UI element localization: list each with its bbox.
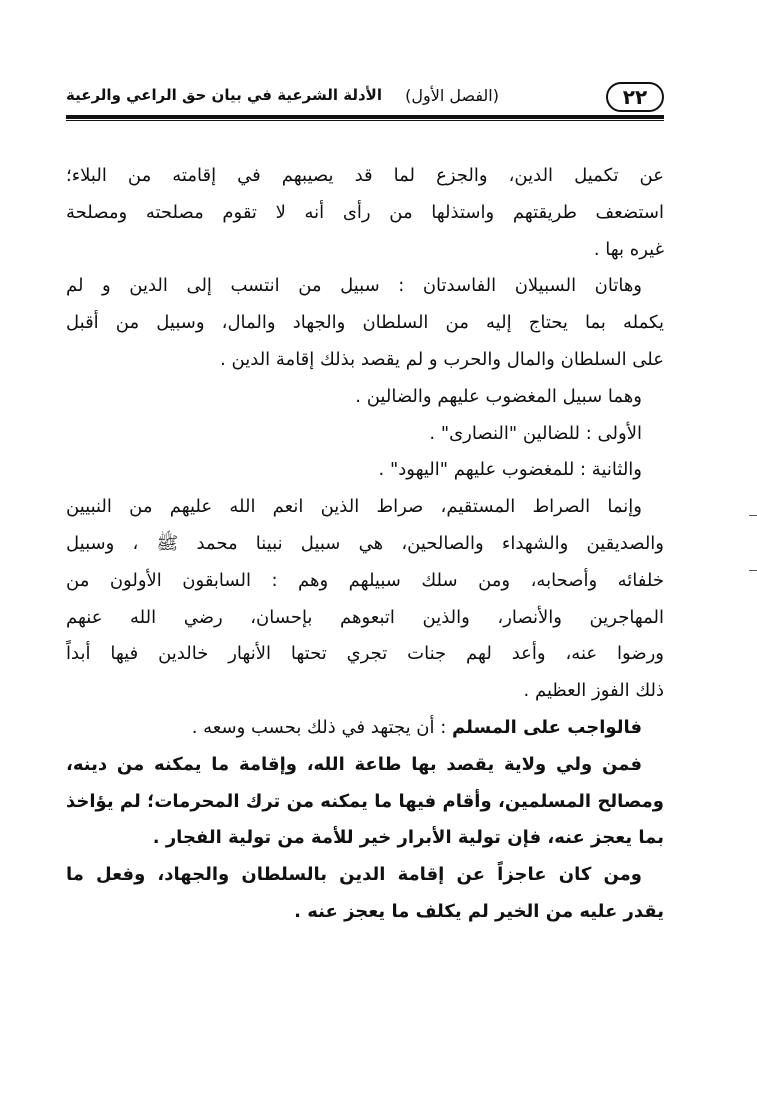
header-rule-thick bbox=[66, 115, 664, 119]
text-line: ومن كان عاجزاً عن إقامة الدين بالسلطان والجهاد، وفعل ما bbox=[66, 864, 642, 886]
text-line: ورضوا عنه، وأعد لهم جنات تجري تحتها الأنهار خالدين فيها أبداً bbox=[66, 643, 664, 665]
text-line: والصديقين والشهداء والصالحين، هي سبيل نبينا محمد ﷺ ، وسبيل bbox=[66, 532, 664, 554]
margin-mark bbox=[749, 515, 757, 516]
duty-rest: : أن يجتهد في ذلك بحسب وسعه . bbox=[191, 716, 453, 738]
text-line: يكمله بما يحتاج إليه من السلطان والجهاد والمال، وسبيل من أقبل bbox=[66, 312, 664, 334]
text-line: وهاتان السبيلان الفاسدتان : سبيل من انتسب إلى الدين و لم bbox=[66, 275, 642, 297]
duty-line bbox=[66, 710, 664, 747]
book-title: الأدلة الشرعية في بيان حق الراعي والرعية bbox=[66, 86, 382, 104]
margin-mark bbox=[749, 570, 757, 571]
text-line: بما يعجز عنه، فإن تولية الأبرار خير للأمة من تولية الفجار . bbox=[152, 827, 664, 849]
duty-label: فالواجب على المسلم bbox=[452, 716, 642, 738]
text-line: استضعف طريقتهم واستذلها من رأى أنه لا تقوم مصلحته ومصلحة bbox=[66, 201, 664, 223]
text-line: فمن ولي ولاية يقصد بها طاعة الله، وإقامة ما يمكنه من دينه، bbox=[66, 753, 642, 775]
text-line: ومصالح المسلمين، وأقام فيها ما يمكنه من ترك المحرمات؛ لم يؤاخذ bbox=[66, 790, 664, 812]
text-line: عن تكميل الدين، والجزع لما قد يصيبهم في إقامته من البلاء؛ bbox=[66, 165, 664, 186]
text-line: المهاجرين والأنصار، والذين اتبعوهم بإحسان، رضي الله عنهم bbox=[66, 606, 664, 628]
text-line: والثانية : للمغضوب عليهم "اليهود" . bbox=[378, 459, 642, 481]
header-rule-thin bbox=[66, 120, 664, 121]
text-line: وهما سبيل المغضوب عليهم والضالين . bbox=[355, 385, 642, 407]
text-line: على السلطان والمال والحرب و لم يقصد بذلك إقامة الدين . bbox=[220, 348, 664, 370]
text-line: ذلك الفوز العظيم . bbox=[523, 680, 664, 702]
body-text bbox=[66, 158, 664, 931]
page-header bbox=[66, 82, 664, 120]
chapter-label: (الفصل الأول) bbox=[405, 86, 499, 105]
text-line: غيره بها . bbox=[593, 238, 664, 260]
text-line: يقدر عليه من الخير لم يكلف ما يعجز عنه . bbox=[294, 900, 664, 922]
text-line: خلفائه وأصحابه، ومن سلك سبيلهم وهم : السابقون الأولون من bbox=[66, 569, 664, 591]
text-line: وإنما الصراط المستقيم، صراط الذين انعم الله عليهم من النبيين bbox=[66, 496, 642, 518]
text-line: الأولى : للضالين "النصارى" . bbox=[429, 422, 642, 444]
page-number: ٢٢ bbox=[606, 82, 664, 112]
